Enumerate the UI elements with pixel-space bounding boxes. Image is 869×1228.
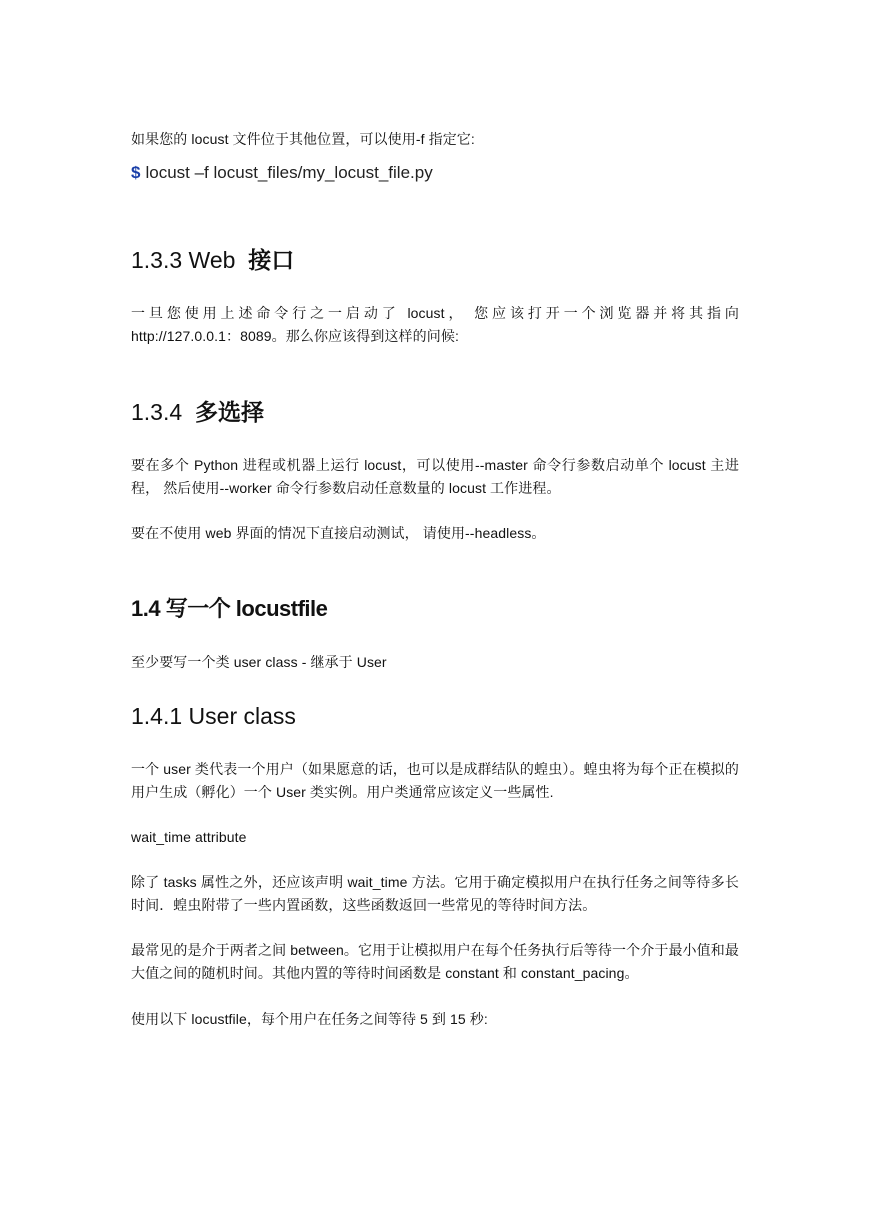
multi-process-paragraph: 要在多个 Python 进程或机器上运行 locust，可以使用--master 命令行参数启动单个 locust 主进程， 然后使用--worker 命令行参数启动任意数量的 locust 工作进程。	[131, 457, 739, 496]
heading-1-3-4-number: 1.3.4	[131, 399, 183, 425]
heading-1-3-3	[131, 245, 739, 275]
wait-time-subheading: wait_time attribute	[131, 829, 247, 845]
wait-time-paragraph: 除了 tasks 属性之外，还应该声明 wait_time 方法。它用于确定模拟用户在执行任务之间等待多长时间．蝗虫附带了一些内置函数，这些函数返回一些常见的等待时间方法。	[131, 874, 739, 913]
heading-1-3-3-number: 1.3.3 Web	[131, 247, 236, 273]
user-class-intro-paragraph: 至少要写一个类 user class - 继承于 User	[131, 654, 387, 670]
web-interface-line-2: http://127.0.0.1：8089。那么你应该得到这样的问候:	[131, 328, 459, 344]
web-interface-paragraph	[131, 302, 739, 348]
heading-1-3-4-title: 多选择	[194, 399, 264, 425]
shell-prompt: $	[131, 163, 141, 182]
heading-1-4: 1.4 写一个 locustfile	[131, 596, 328, 621]
command-line	[131, 161, 739, 185]
heading-1-3-3-title: 接口	[248, 247, 295, 273]
intro-paragraph: 如果您的 locust 文件位于其他位置，可以使用-f 指定它:	[131, 131, 475, 147]
user-class-paragraph: 一个 user 类代表一个用户（如果愿意的话，也可以是成群结队的蝗虫）。蝗虫将为每个正在模拟的用户生成（孵化）一个 User 类实例。用户类通常应该定义一些属性.	[131, 761, 739, 800]
heading-1-4-1: 1.4.1 User class	[131, 703, 296, 729]
command-text: locust –f locust_files/my_locust_file.py	[145, 163, 433, 182]
web-interface-line-1: 一旦您使用上述命令行之一启动了 locust， 您应该打开一个浏览器并将其指向	[131, 305, 739, 321]
example-intro-paragraph: 使用以下 locustfile，每个用户在任务之间等待 5 到 15 秒:	[131, 1011, 488, 1027]
headless-paragraph: 要在不使用 web 界面的情况下直接启动测试， 请使用--headless。	[131, 525, 546, 541]
between-paragraph: 最常见的是介于两者之间 between。它用于让模拟用户在每个任务执行后等待一个介于最小值和最大值之间的随机时间。其他内置的等待时间函数是 constant 和 constant_pacing。	[131, 942, 739, 981]
heading-1-3-4	[131, 397, 739, 427]
